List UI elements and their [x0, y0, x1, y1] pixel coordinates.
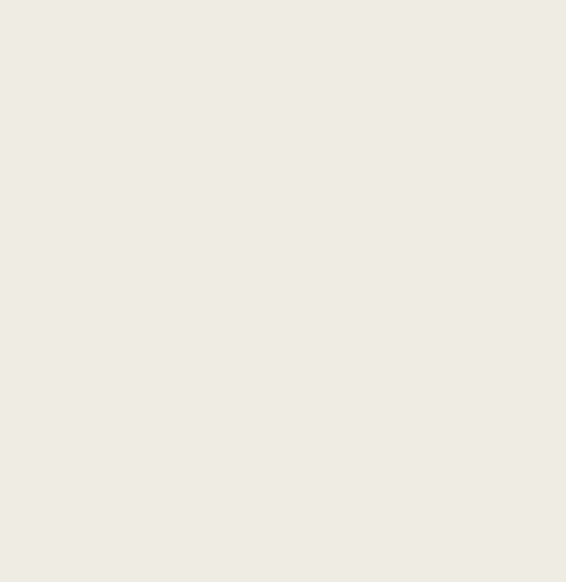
q70-text — [6, 1, 560, 7]
